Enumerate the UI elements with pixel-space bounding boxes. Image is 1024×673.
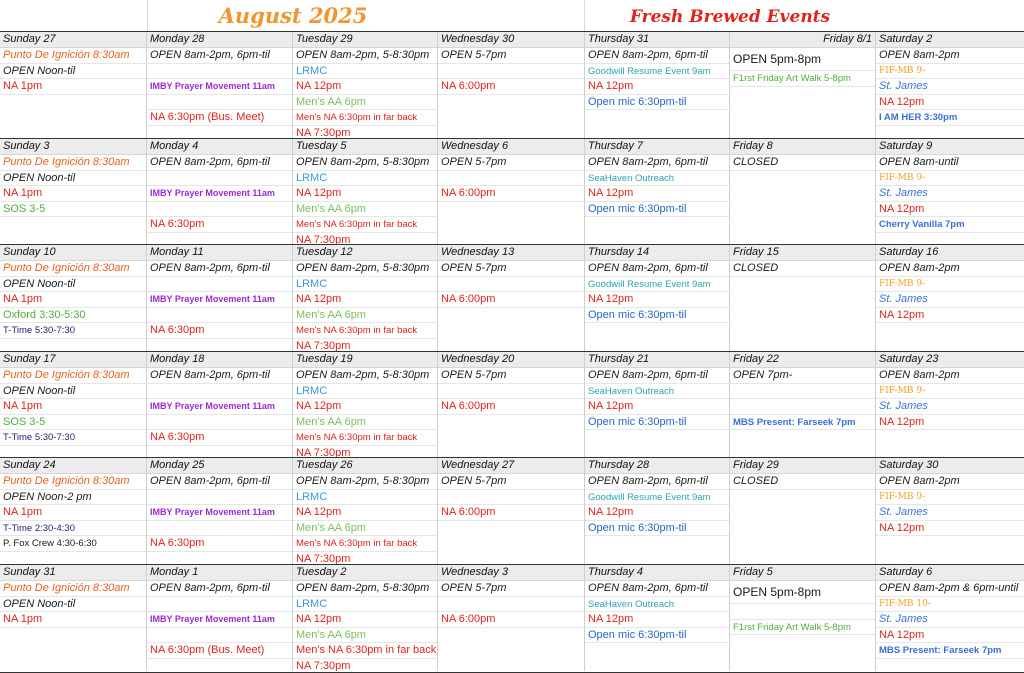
- event-entry[interactable]: LRMC: [293, 384, 437, 400]
- day-cell[interactable]: [293, 565, 438, 671]
- event-entry[interactable]: NA 12pm: [876, 202, 1024, 218]
- event-entry[interactable]: St. James: [876, 612, 1024, 628]
- event-entry[interactable]: OPEN 8am-2pm, 5-8:30pm: [293, 368, 437, 384]
- event-entry[interactable]: OPEN 8am-2pm, 6pm-til: [585, 261, 729, 277]
- event-entry[interactable]: Goodwill Resume Event 9am: [585, 277, 729, 293]
- event-entry[interactable]: OPEN 8am-2pm, 6pm-til: [147, 261, 292, 277]
- day-cell[interactable]: [293, 139, 438, 245]
- event-entry[interactable]: Punto De Ignición 8:30am: [0, 581, 146, 597]
- event-entry[interactable]: NA 6:00pm: [438, 292, 584, 308]
- day-cell[interactable]: [730, 32, 876, 138]
- event-entry[interactable]: Men's NA 6:30pm in far back: [293, 536, 437, 552]
- day-label: Wednesday 30: [438, 32, 584, 48]
- day-cell[interactable]: [438, 458, 585, 564]
- day-label: Wednesday 13: [438, 245, 584, 261]
- event-entry[interactable]: NA 1pm: [0, 79, 146, 95]
- day-label: Sunday 31: [0, 565, 146, 581]
- day-label: Saturday 30: [876, 458, 1024, 474]
- event-entry[interactable]: Open mic 6:30pm-til: [585, 415, 729, 431]
- event-entry[interactable]: F1rst Friday Art Walk 5-8pm: [730, 620, 875, 636]
- event-entry[interactable]: OPEN 8am-2pm, 6pm-til: [147, 581, 292, 597]
- day-cell[interactable]: [293, 245, 438, 351]
- day-label: Thursday 28: [585, 458, 729, 474]
- day-cell[interactable]: [438, 32, 585, 138]
- event-entry[interactable]: LRMC: [293, 490, 437, 506]
- event-entry[interactable]: NA 12pm: [876, 521, 1024, 537]
- week-row: [0, 245, 1024, 351]
- event-entry[interactable]: NA 12pm: [293, 292, 437, 308]
- day-cell[interactable]: [730, 245, 876, 351]
- event-entry[interactable]: OPEN 8am-2pm, 6pm-til: [147, 368, 292, 384]
- event-entry[interactable]: OPEN 8am-2pm, 6pm-til: [147, 48, 292, 64]
- week-row: [0, 32, 1024, 138]
- event-entry[interactable]: NA 6:00pm: [438, 186, 584, 202]
- week-row: [0, 139, 1024, 245]
- event-entry[interactable]: LRMC: [293, 597, 437, 613]
- event-slot-empty: [147, 308, 292, 324]
- event-entry[interactable]: NA 6:30pm: [147, 536, 292, 552]
- event-entry[interactable]: LRMC: [293, 64, 437, 80]
- day-label: Thursday 7: [585, 139, 729, 155]
- event-slot-empty: [147, 95, 292, 111]
- event-slot-empty: [438, 597, 584, 613]
- day-cell[interactable]: [147, 32, 293, 138]
- event-slot-empty: [147, 277, 292, 293]
- event-entry[interactable]: NA 12pm: [585, 79, 729, 95]
- calendar-title: Fresh Brewed Events: [629, 7, 831, 27]
- event-entry[interactable]: OPEN 8am-2pm, 5-8:30pm: [293, 474, 437, 490]
- event-entry[interactable]: Punto De Ignición 8:30am: [0, 155, 146, 171]
- event-entry[interactable]: NA 12pm: [585, 292, 729, 308]
- day-cell[interactable]: [585, 565, 730, 671]
- header-spacer: [0, 0, 148, 31]
- event-slot-empty: [438, 171, 584, 187]
- event-entry[interactable]: OPEN 8am-2pm: [876, 368, 1024, 384]
- event-entry[interactable]: St. James: [876, 399, 1024, 415]
- day-cell[interactable]: [585, 458, 730, 564]
- day-label: Saturday 23: [876, 352, 1024, 368]
- event-entry[interactable]: NA 7:30pm: [293, 339, 437, 352]
- event-entry[interactable]: OPEN 7pm-: [730, 368, 875, 384]
- day-label: Monday 4: [147, 139, 292, 155]
- header-spacer: [438, 0, 585, 31]
- event-entry[interactable]: IMBY Prayer Movement 11am: [147, 79, 292, 95]
- calendar-header: [0, 0, 1024, 31]
- day-cell[interactable]: [147, 139, 293, 245]
- day-label: Friday 5: [730, 565, 875, 581]
- event-entry[interactable]: Open mic 6:30pm-til: [585, 628, 729, 644]
- event-slot-empty: [147, 415, 292, 431]
- event-entry[interactable]: NA 1pm: [0, 505, 146, 521]
- day-cell[interactable]: [585, 139, 730, 245]
- event-slot-empty: [147, 202, 292, 218]
- event-entry[interactable]: Open mic 6:30pm-til: [585, 308, 729, 324]
- event-entry[interactable]: NA 7:30pm: [293, 233, 437, 246]
- day-label: Sunday 27: [0, 32, 146, 48]
- event-entry[interactable]: FIF-MB 9-: [876, 490, 1024, 506]
- event-entry[interactable]: NA 6:00pm: [438, 612, 584, 628]
- day-cell[interactable]: [147, 458, 293, 564]
- event-entry[interactable]: OPEN 5-7pm: [438, 48, 584, 64]
- day-label: Thursday 21: [585, 352, 729, 368]
- event-entry[interactable]: OPEN 8am-2pm & 6pm-until: [876, 581, 1024, 597]
- event-entry[interactable]: SeaHaven Outreach: [585, 597, 729, 613]
- day-label: Saturday 6: [876, 565, 1024, 581]
- day-label: Wednesday 27: [438, 458, 584, 474]
- event-entry[interactable]: OPEN 5pm-8pm: [730, 48, 875, 71]
- day-cell[interactable]: [293, 32, 438, 138]
- event-entry[interactable]: OPEN 5-7pm: [438, 474, 584, 490]
- event-entry[interactable]: Oxford 3:30-5:30: [0, 308, 146, 324]
- event-entry[interactable]: MBS Present: Farseek 7pm: [876, 643, 1024, 659]
- day-label: Friday 8: [730, 139, 875, 155]
- day-cell[interactable]: [438, 245, 585, 351]
- event-entry[interactable]: FIF-MB 9-: [876, 384, 1024, 400]
- event-slot-empty: [730, 604, 875, 620]
- event-slot-empty: [147, 490, 292, 506]
- day-cell[interactable]: [876, 565, 1024, 671]
- day-label: Sunday 3: [0, 139, 146, 155]
- day-cell[interactable]: [0, 139, 147, 245]
- day-label: Tuesday 12: [293, 245, 437, 261]
- day-label: Monday 18: [147, 352, 292, 368]
- day-cell[interactable]: [147, 245, 293, 351]
- event-entry[interactable]: Men's NA 6:30pm in far back: [293, 323, 437, 339]
- day-cell[interactable]: [147, 352, 293, 458]
- event-entry[interactable]: P. Fox Crew 4:30-6:30: [0, 536, 146, 552]
- day-cell[interactable]: [0, 458, 147, 564]
- event-slot-empty: [147, 384, 292, 400]
- event-entry[interactable]: St. James: [876, 292, 1024, 308]
- event-entry[interactable]: Men's AA 6pm: [293, 521, 437, 537]
- event-entry[interactable]: OPEN Noon-til: [0, 64, 146, 80]
- day-cell[interactable]: [438, 352, 585, 458]
- event-entry[interactable]: SOS 3-5: [0, 202, 146, 218]
- event-entry[interactable]: FIF-MB 10-: [876, 597, 1024, 613]
- event-entry[interactable]: NA 1pm: [0, 399, 146, 415]
- day-label: Sunday 24: [0, 458, 146, 474]
- event-entry[interactable]: SeaHaven Outreach: [585, 384, 729, 400]
- event-entry[interactable]: Goodwill Resume Event 9am: [585, 490, 729, 506]
- day-label: Thursday 31: [585, 32, 729, 48]
- event-entry[interactable]: NA 12pm: [293, 505, 437, 521]
- event-entry[interactable]: OPEN 8am-2pm, 6pm-til: [585, 155, 729, 171]
- event-slot-empty: [438, 64, 584, 80]
- event-entry[interactable]: NA 12pm: [293, 399, 437, 415]
- event-entry[interactable]: St. James: [876, 505, 1024, 521]
- event-entry[interactable]: NA 6:30pm (Bus. Meet): [147, 643, 292, 659]
- day-cell[interactable]: [730, 458, 876, 564]
- day-cell[interactable]: [585, 352, 730, 458]
- event-entry[interactable]: Punto De Ignición 8:30am: [0, 368, 146, 384]
- day-label: Sunday 10: [0, 245, 146, 261]
- day-cell[interactable]: [730, 139, 876, 245]
- event-entry[interactable]: SeaHaven Outreach: [585, 171, 729, 187]
- event-entry[interactable]: Men's NA 6:30pm in far back: [293, 110, 437, 126]
- day-label: Wednesday 6: [438, 139, 584, 155]
- event-entry[interactable]: OPEN Noon-til: [0, 277, 146, 293]
- event-entry[interactable]: OPEN 8am-2pm: [876, 261, 1024, 277]
- event-entry[interactable]: I AM HER 3:30pm: [876, 110, 1024, 126]
- day-label: Tuesday 2: [293, 565, 437, 581]
- event-entry[interactable]: NA 12pm: [585, 505, 729, 521]
- week-row: [0, 565, 1024, 671]
- day-label: Monday 28: [147, 32, 292, 48]
- day-cell[interactable]: [293, 352, 438, 458]
- event-entry[interactable]: Punto De Ignición 8:30am: [0, 474, 146, 490]
- event-entry[interactable]: OPEN 5-7pm: [438, 155, 584, 171]
- event-entry[interactable]: Men's AA 6pm: [293, 95, 437, 111]
- event-entry[interactable]: OPEN 5-7pm: [438, 368, 584, 384]
- event-entry[interactable]: NA 7:30pm: [293, 552, 437, 565]
- event-entry[interactable]: F1rst Friday Art Walk 5-8pm: [730, 71, 875, 87]
- event-entry[interactable]: IMBY Prayer Movement 11am: [147, 612, 292, 628]
- event-entry[interactable]: OPEN 8am-2pm, 6pm-til: [585, 48, 729, 64]
- event-entry[interactable]: NA 6:00pm: [438, 505, 584, 521]
- event-entry[interactable]: NA 12pm: [585, 612, 729, 628]
- event-entry[interactable]: FIF-MB 9-: [876, 64, 1024, 80]
- event-entry[interactable]: OPEN Noon-til: [0, 384, 146, 400]
- event-entry[interactable]: OPEN Noon-2 pm: [0, 490, 146, 506]
- event-entry[interactable]: FIF-MB 9-: [876, 171, 1024, 187]
- event-slot-empty: [438, 384, 584, 400]
- event-entry[interactable]: MBS Present: Farseek 7pm: [730, 415, 875, 431]
- event-entry[interactable]: OPEN 8am-2pm, 5-8:30pm: [293, 261, 437, 277]
- event-slot-empty: [730, 384, 875, 400]
- event-entry[interactable]: LRMC: [293, 277, 437, 293]
- event-entry[interactable]: CLOSED: [730, 474, 875, 490]
- event-entry[interactable]: OPEN 8am-2pm, 6pm-til: [585, 474, 729, 490]
- event-entry[interactable]: OPEN Noon-til: [0, 171, 146, 187]
- day-label: Monday 11: [147, 245, 292, 261]
- event-entry[interactable]: NA 12pm: [293, 612, 437, 628]
- day-cell[interactable]: [0, 245, 147, 351]
- event-entry[interactable]: NA 1pm: [0, 292, 146, 308]
- day-label: Sunday 17: [0, 352, 146, 368]
- event-slot-empty: [438, 277, 584, 293]
- day-cell[interactable]: [876, 245, 1024, 351]
- event-entry[interactable]: Men's AA 6pm: [293, 308, 437, 324]
- event-entry[interactable]: LRMC: [293, 171, 437, 187]
- event-entry[interactable]: OPEN 8am-2pm, 5-8:30pm: [293, 48, 437, 64]
- day-label: Tuesday 19: [293, 352, 437, 368]
- event-entry[interactable]: OPEN 8am-2pm: [876, 48, 1024, 64]
- day-label: Friday 22: [730, 352, 875, 368]
- event-entry[interactable]: Open mic 6:30pm-til: [585, 521, 729, 537]
- day-label: Thursday 14: [585, 245, 729, 261]
- day-label: Friday 29: [730, 458, 875, 474]
- event-entry[interactable]: SOS 3-5: [0, 415, 146, 431]
- event-entry[interactable]: OPEN 8am-2pm, 6pm-til: [147, 155, 292, 171]
- event-entry[interactable]: NA 7:30pm: [293, 659, 437, 672]
- event-slot-empty: [147, 171, 292, 187]
- event-entry[interactable]: St. James: [876, 186, 1024, 202]
- event-entry[interactable]: St. James: [876, 79, 1024, 95]
- day-label: Friday 15: [730, 245, 875, 261]
- day-cell[interactable]: [730, 352, 876, 458]
- event-entry[interactable]: Open mic 6:30pm-til: [585, 202, 729, 218]
- event-entry[interactable]: NA 1pm: [0, 612, 146, 628]
- month-title: August 2025: [218, 3, 368, 28]
- event-entry[interactable]: IMBY Prayer Movement 11am: [147, 186, 292, 202]
- event-entry[interactable]: NA 7:30pm: [293, 126, 437, 139]
- event-entry[interactable]: NA 12pm: [293, 79, 437, 95]
- day-label: Wednesday 3: [438, 565, 584, 581]
- event-entry[interactable]: Men's AA 6pm: [293, 202, 437, 218]
- event-entry[interactable]: Punto De Ignición 8:30am: [0, 261, 146, 277]
- event-entry[interactable]: IMBY Prayer Movement 11am: [147, 399, 292, 415]
- day-cell[interactable]: [438, 565, 585, 671]
- day-cell[interactable]: [876, 352, 1024, 458]
- day-label: Friday 8/1: [730, 32, 875, 48]
- event-entry[interactable]: OPEN 8am-until: [876, 155, 1024, 171]
- event-entry[interactable]: NA 6:30pm (Bus. Meet): [147, 110, 292, 126]
- event-entry[interactable]: FIF-MB 9-: [876, 277, 1024, 293]
- event-entry[interactable]: OPEN 5pm-8pm: [730, 581, 875, 604]
- event-entry[interactable]: OPEN 8am-2pm, 5-8:30pm: [293, 581, 437, 597]
- day-cell[interactable]: [0, 565, 147, 671]
- event-entry[interactable]: NA 1pm: [0, 186, 146, 202]
- header-spacer: [875, 0, 1024, 31]
- event-entry[interactable]: Goodwill Resume Event 9am: [585, 64, 729, 80]
- event-slot-empty: [438, 490, 584, 506]
- event-entry[interactable]: OPEN 8am-2pm, 6pm-til: [147, 474, 292, 490]
- week-row: [0, 352, 1024, 458]
- day-label: Thursday 4: [585, 565, 729, 581]
- day-label: Tuesday 5: [293, 139, 437, 155]
- day-cell[interactable]: [438, 139, 585, 245]
- event-entry[interactable]: NA 12pm: [293, 186, 437, 202]
- event-entry[interactable]: Open mic 6:30pm-til: [585, 95, 729, 111]
- event-entry[interactable]: Cherry Vanilla 7pm: [876, 217, 1024, 233]
- event-entry[interactable]: T-Time 2:30-4:30: [0, 521, 146, 537]
- event-entry[interactable]: T-Time 5:30-7:30: [0, 430, 146, 446]
- event-entry[interactable]: OPEN 8am-2pm, 5-8:30pm: [293, 155, 437, 171]
- day-cell[interactable]: [730, 565, 876, 671]
- event-entry[interactable]: T-Time 5:30-7:30: [0, 323, 146, 339]
- event-entry[interactable]: NA 6:30pm: [147, 217, 292, 233]
- event-entry[interactable]: CLOSED: [730, 155, 875, 171]
- event-entry[interactable]: OPEN 8am-2pm, 6pm-til: [585, 581, 729, 597]
- event-entry[interactable]: Men's NA 6:30pm in far back: [293, 430, 437, 446]
- event-entry[interactable]: OPEN 8am-2pm: [876, 474, 1024, 490]
- day-cell[interactable]: [0, 32, 147, 138]
- event-entry[interactable]: NA 6:00pm: [438, 79, 584, 95]
- day-cell[interactable]: [876, 458, 1024, 564]
- event-entry[interactable]: OPEN 8am-2pm, 6pm-til: [585, 368, 729, 384]
- event-slot-empty: [147, 64, 292, 80]
- day-label: Tuesday 26: [293, 458, 437, 474]
- event-slot-empty: [147, 521, 292, 537]
- event-entry[interactable]: NA 6:30pm: [147, 323, 292, 339]
- day-cell[interactable]: [585, 32, 730, 138]
- day-cell[interactable]: [147, 565, 293, 671]
- event-entry[interactable]: NA 12pm: [876, 95, 1024, 111]
- day-cell[interactable]: [293, 458, 438, 564]
- event-entry[interactable]: OPEN 5-7pm: [438, 581, 584, 597]
- event-entry[interactable]: NA 12pm: [876, 308, 1024, 324]
- week-row: [0, 458, 1024, 564]
- day-label: Saturday 2: [876, 32, 1024, 48]
- event-entry[interactable]: NA 12pm: [585, 186, 729, 202]
- day-label: Wednesday 20: [438, 352, 584, 368]
- day-cell[interactable]: [876, 32, 1024, 138]
- event-slot-empty: [147, 628, 292, 644]
- event-entry[interactable]: Men's AA 6pm: [293, 415, 437, 431]
- event-entry[interactable]: OPEN Noon-til: [0, 597, 146, 613]
- event-slot-empty: [730, 399, 875, 415]
- day-cell[interactable]: [585, 245, 730, 351]
- event-entry[interactable]: Men's NA 6:30pm in far back: [293, 217, 437, 233]
- event-entry[interactable]: OPEN 5-7pm: [438, 261, 584, 277]
- event-entry[interactable]: CLOSED: [730, 261, 875, 277]
- event-entry[interactable]: NA 6:30pm: [147, 430, 292, 446]
- event-entry[interactable]: IMBY Prayer Movement 11am: [147, 292, 292, 308]
- event-entry[interactable]: Punto De Ignición 8:30am: [0, 48, 146, 64]
- event-entry[interactable]: NA 12pm: [585, 399, 729, 415]
- day-label: Monday 25: [147, 458, 292, 474]
- day-label: Saturday 16: [876, 245, 1024, 261]
- event-entry[interactable]: NA 6:00pm: [438, 399, 584, 415]
- event-entry[interactable]: Men's AA 6pm: [293, 628, 437, 644]
- day-label: Monday 1: [147, 565, 292, 581]
- day-cell[interactable]: [876, 139, 1024, 245]
- day-label: Saturday 9: [876, 139, 1024, 155]
- event-entry[interactable]: NA 7:30pm: [293, 446, 437, 459]
- event-entry[interactable]: NA 12pm: [876, 628, 1024, 644]
- day-cell[interactable]: [0, 352, 147, 458]
- event-entry[interactable]: IMBY Prayer Movement 11am: [147, 505, 292, 521]
- calendar-grid: [0, 31, 1024, 673]
- day-label: Tuesday 29: [293, 32, 437, 48]
- event-slot-empty: [147, 597, 292, 613]
- event-entry[interactable]: Men's NA 6:30pm in far back: [293, 643, 437, 659]
- event-entry[interactable]: NA 12pm: [876, 415, 1024, 431]
